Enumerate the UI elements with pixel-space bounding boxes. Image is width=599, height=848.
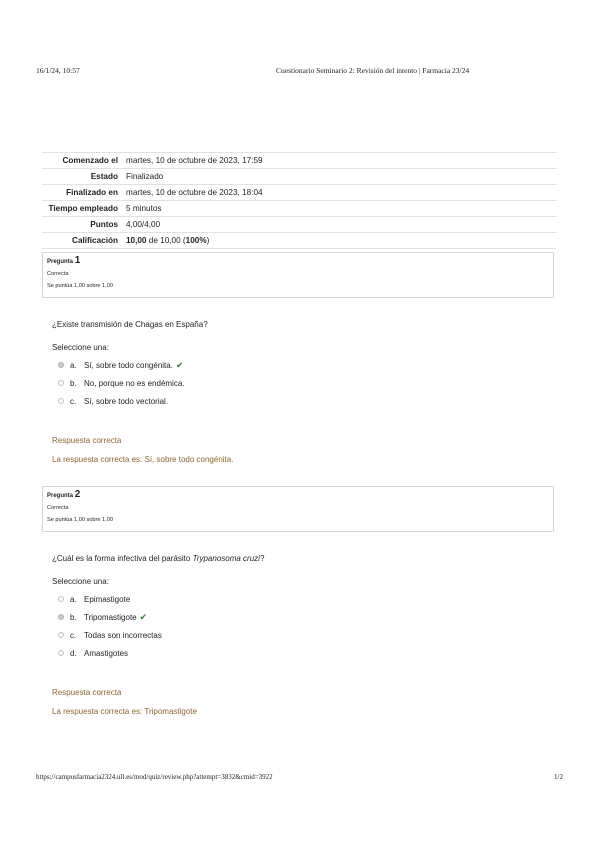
grade-percent: 100% (185, 236, 207, 245)
answer-option[interactable] (52, 590, 264, 608)
question-number (47, 255, 549, 268)
question-text-part: ? (259, 554, 265, 563)
question-number (47, 489, 549, 502)
summary-value: 5 minutos (122, 201, 556, 217)
summary-value: martes, 10 de octubre de 2023, 17:59 (122, 153, 556, 169)
radio-selected-icon[interactable] (58, 362, 64, 368)
option-letter: b. (70, 612, 77, 622)
option-text: Epimastigote (84, 594, 131, 604)
radio-icon[interactable] (58, 596, 64, 602)
answer-option[interactable] (52, 392, 208, 410)
answer-option[interactable] (52, 626, 264, 644)
summary-row (42, 185, 556, 201)
summary-row (42, 233, 556, 249)
option-letter: b. (70, 378, 77, 388)
summary-label: Puntos (42, 217, 122, 233)
answer-option[interactable] (52, 356, 208, 374)
option-text: Amastigotes (84, 648, 129, 658)
radio-icon[interactable] (58, 398, 64, 404)
print-url: https://campusfarmacia2324.ull.es/mod/quiz/review.php?attempt=3832&cmid=3922 (36, 773, 273, 781)
right-answer: La respuesta correcta es: Tripomastigote (52, 707, 197, 716)
summary-label: Comenzado el (42, 153, 122, 169)
summary-value: martes, 10 de octubre de 2023, 18:04 (122, 185, 556, 201)
summary-value: Finalizado (122, 169, 556, 185)
question-content (52, 554, 264, 662)
answer-options (52, 356, 208, 410)
question-state: Correcta (47, 271, 69, 277)
summary-value: 4,00/4,00 (122, 217, 556, 233)
right-answer: La respuesta correcta es: Sí, sobre todo congénita. (52, 455, 234, 464)
question-number-value: 2 (74, 489, 81, 500)
question-info-box (42, 486, 554, 532)
summary-row (42, 153, 556, 169)
question-text: ¿Existe transmisión de Chagas en España? (52, 320, 208, 329)
option-letter: a. (70, 594, 77, 604)
summary-label: Calificación (42, 233, 122, 249)
option-text: Sí, sobre todo vectorial. (84, 396, 169, 406)
radio-selected-icon[interactable] (58, 614, 64, 620)
question-feedback (52, 436, 233, 464)
answer-prompt: Seleccione una: (52, 577, 109, 586)
radio-icon[interactable] (58, 632, 64, 638)
question-grade: Se puntúa 1,00 sobre 1,00 (47, 517, 113, 523)
question-number-value: 1 (74, 255, 81, 266)
print-page-title: Cuestionario Seminario 2: Revisión del intento | Farmacia 23/24 (276, 66, 470, 75)
answer-option[interactable] (52, 608, 264, 626)
page-number: 1/2 (554, 773, 563, 781)
checkmark-icon: ✔ (175, 359, 184, 370)
checkmark-icon: ✔ (139, 611, 148, 622)
option-letter: c. (70, 630, 77, 640)
summary-label: Finalizado en (42, 185, 122, 201)
question-content (52, 320, 208, 410)
question-grade: Se puntúa 1,00 sobre 1,00 (47, 283, 113, 289)
question-prefix: Pregunta (47, 493, 74, 499)
question-text-part: ¿Cuál es la forma infectiva del parásito (52, 554, 193, 563)
question-info-box (42, 252, 554, 298)
summary-row (42, 217, 556, 233)
question-text-italic: Trypanosoma cruzi (192, 554, 260, 563)
summary-row (42, 201, 556, 217)
option-text: Todas son incorrectas (84, 630, 162, 640)
option-text: No, porque no es endémica. (84, 378, 185, 388)
summary-value (122, 233, 556, 249)
attempt-summary-table (42, 152, 556, 249)
summary-label: Tiempo empleado (42, 201, 122, 217)
option-letter: d. (70, 648, 77, 658)
summary-row (42, 169, 556, 185)
question-feedback (52, 688, 197, 716)
option-text: Tripomastigote (84, 612, 137, 622)
answer-option[interactable] (52, 644, 264, 662)
feedback-text: Respuesta correcta (52, 688, 122, 697)
feedback-text: Respuesta correcta (52, 436, 122, 445)
answer-prompt: Seleccione una: (52, 343, 109, 352)
grade-mid: de 10,00 ( (146, 236, 186, 245)
option-letter: a. (70, 360, 77, 370)
grade-value: 10,00 (126, 236, 147, 245)
grade-end: ) (206, 236, 210, 245)
summary-label: Estado (42, 169, 122, 185)
radio-icon[interactable] (58, 380, 64, 386)
radio-icon[interactable] (58, 650, 64, 656)
question-text (52, 554, 264, 563)
answer-options (52, 590, 264, 662)
print-header (36, 66, 563, 78)
answer-option[interactable] (52, 374, 208, 392)
print-datetime: 16/1/24, 10:57 (36, 66, 80, 75)
question-prefix: Pregunta (47, 259, 74, 265)
question-state: Correcta (47, 505, 69, 511)
option-text: Sí, sobre todo congénita. (84, 360, 173, 370)
print-footer (36, 773, 563, 785)
option-letter: c. (70, 396, 77, 406)
